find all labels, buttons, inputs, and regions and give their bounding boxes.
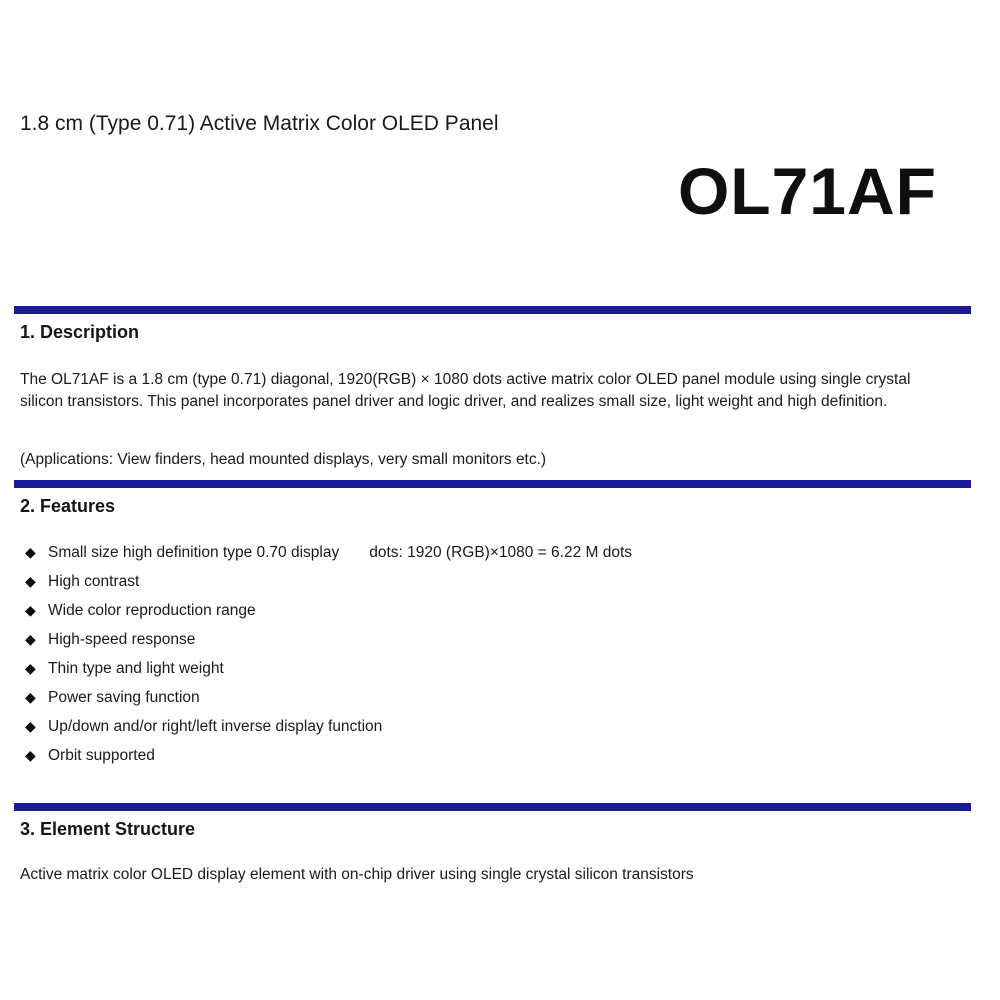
feature-detail: dots: 1920 (RGB)×1080 = 6.22 M dots	[369, 544, 633, 561]
list-item	[25, 654, 632, 683]
feature-text: Wide color reproduction range	[48, 602, 256, 619]
list-item	[25, 741, 632, 770]
features-heading: 2. Features	[20, 496, 116, 516]
feature-text: High contrast	[48, 573, 140, 590]
page-title: 1.8 cm (Type 0.71) Active Matrix Color OLED Panel	[20, 112, 499, 135]
element-structure-paragraph: Active matrix color OLED display element with on-chip driver using single crystal silicon transistors	[20, 866, 694, 883]
diamond-bullet-icon: ◆	[25, 573, 36, 589]
feature-text: Thin type and light weight	[48, 660, 224, 677]
diamond-bullet-icon: ◆	[25, 718, 36, 734]
list-item	[25, 567, 632, 596]
features-list	[25, 538, 632, 770]
diamond-bullet-icon: ◆	[25, 544, 36, 560]
feature-text: High-speed response	[48, 631, 196, 648]
section-divider-bar	[14, 480, 971, 488]
list-item	[25, 538, 632, 567]
diamond-bullet-icon: ◆	[25, 689, 36, 705]
feature-text: Power saving function	[48, 689, 200, 706]
feature-text: Small size high definition type 0.70 display	[48, 544, 340, 561]
section-divider-bar	[14, 306, 971, 314]
list-item	[25, 712, 632, 741]
diamond-bullet-icon: ◆	[25, 602, 36, 618]
list-item	[25, 683, 632, 712]
feature-text: Up/down and/or right/left inverse display function	[48, 718, 383, 735]
model-number: OL71AF	[677, 154, 937, 228]
diamond-bullet-icon: ◆	[25, 631, 36, 647]
list-item	[25, 625, 632, 654]
description-heading: 1. Description	[20, 322, 140, 342]
applications-note: (Applications: View finders, head mounted displays, very small monitors etc.)	[20, 451, 547, 468]
diamond-bullet-icon: ◆	[25, 747, 36, 763]
element-structure-heading: 3. Element Structure	[20, 819, 196, 839]
section-divider-bar	[14, 803, 971, 811]
description-paragraph: The OL71AF is a 1.8 cm (type 0.71) diagonal, 1920(RGB) × 1080 dots active matrix color OLED panel module using single crystal silicon transistors. This panel incorporates panel driver and logic driver, and realizes small size, light weight and high definition.	[20, 371, 911, 410]
list-item	[25, 596, 632, 625]
diamond-bullet-icon: ◆	[25, 660, 36, 676]
feature-text: Orbit supported	[48, 747, 155, 764]
